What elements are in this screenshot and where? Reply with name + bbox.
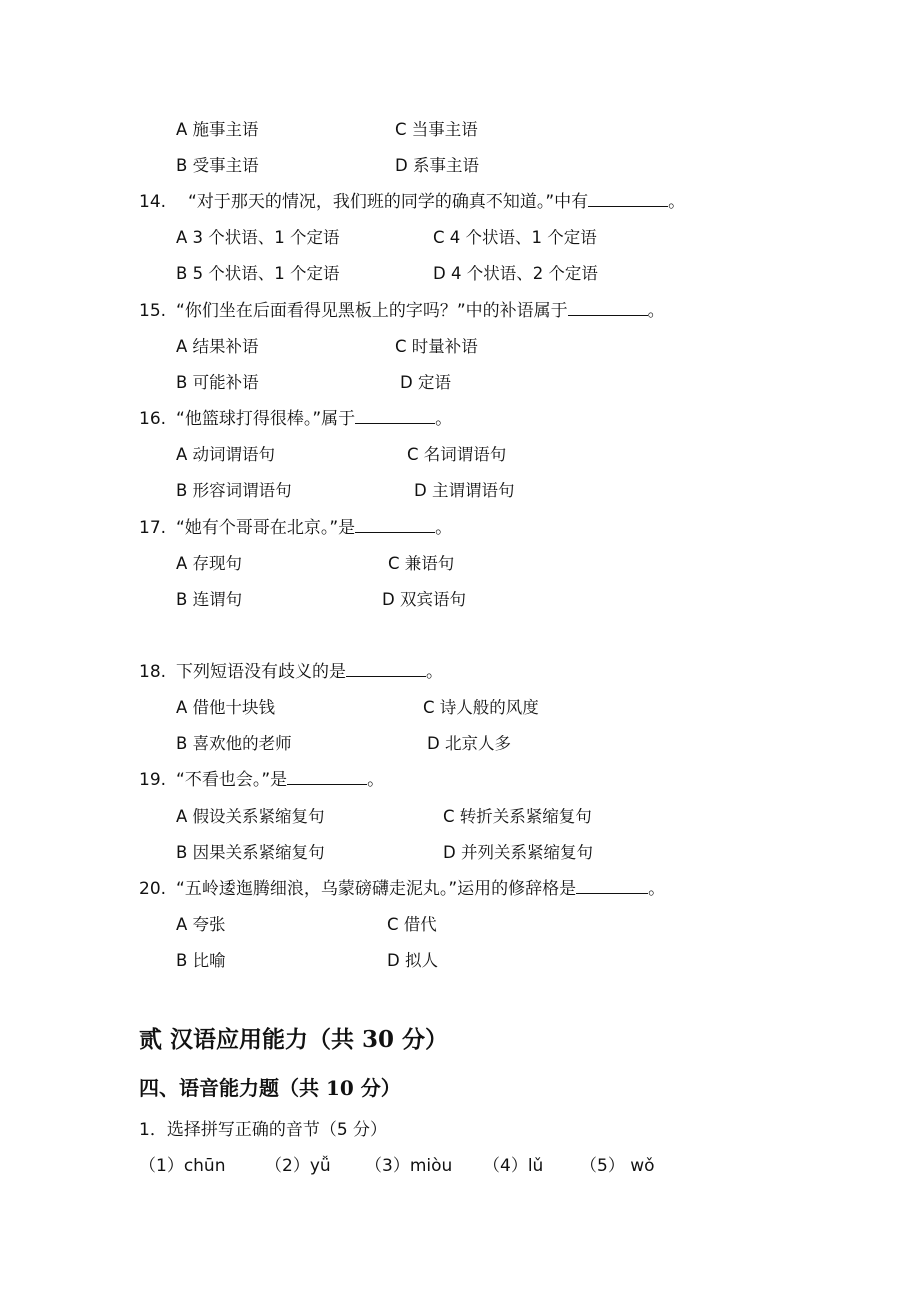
- question-17: 17. “她有个哥哥在北京。”是 。: [139, 518, 453, 538]
- q15-option-b: B 可能补语: [176, 373, 259, 392]
- question-number: 18.: [139, 662, 167, 682]
- q20-option-c: C 借代: [387, 915, 437, 934]
- question-number: 14.: [139, 192, 167, 212]
- q19-option-d: D 并列关系紧缩复句: [443, 843, 593, 862]
- q18-option-a: A 借他十块钱: [176, 698, 276, 717]
- pinyin-option-1: （1）chūn: [139, 1156, 226, 1176]
- answer-blank: [346, 661, 426, 677]
- question-stem: 下列短语没有歧义的是: [176, 662, 347, 682]
- answer-blank: [355, 408, 435, 424]
- q17-option-d: D 双宾语句: [382, 590, 466, 609]
- q18-option-c: C 诗人般的风度: [423, 698, 539, 717]
- answer-blank: [568, 300, 648, 316]
- q15-option-c: C 时量补语: [395, 337, 478, 356]
- q17-option-b: B 连谓句: [176, 590, 243, 609]
- question-stem: “不看也会。”是: [176, 770, 288, 790]
- q14-option-d: D 4 个状语、2 个定语: [433, 264, 598, 283]
- question-15: 15. “你们坐在后面看得见黑板上的字吗？”中的补语属于 。: [139, 301, 665, 321]
- answer-blank: [287, 769, 367, 785]
- q17-option-a: A 存现句: [176, 554, 243, 573]
- q13-option-d: D 系事主语: [395, 156, 479, 175]
- question-stem: “五岭逶迤腾细浪，乌蒙磅礴走泥丸。”运用的修辞格是: [176, 879, 577, 899]
- q14-option-a: A 3 个状语、1 个定语: [176, 228, 340, 247]
- q13-option-b: B 受事主语: [176, 156, 259, 175]
- pinyin-option-5: （5） wǒ: [580, 1156, 655, 1176]
- pinyin-option-3: （3）miòu: [365, 1156, 453, 1176]
- question-number: 15.: [139, 301, 167, 321]
- question-number: 17.: [139, 518, 167, 538]
- question-number: 19.: [139, 770, 167, 790]
- question-19: 19. “不看也会。”是 。: [139, 770, 385, 790]
- q20-option-d: D 拟人: [387, 951, 438, 970]
- question-number: 16.: [139, 409, 167, 429]
- question-number: 20.: [139, 879, 167, 899]
- section-title: 贰 汉语应用能力（共 30 分）: [139, 1026, 449, 1053]
- question-stem: “对于那天的情况，我们班的同学的确真不知道。”中有: [188, 192, 589, 212]
- subsection-title: 四、语音能力题（共 10 分）: [139, 1076, 401, 1100]
- question-stem: “你们坐在后面看得见黑板上的字吗？”中的补语属于: [176, 301, 568, 321]
- q14-option-c: C 4 个状语、1 个定语: [433, 228, 597, 247]
- question-14: 14. “对于那天的情况，我们班的同学的确真不知道。”中有 。: [139, 192, 686, 212]
- q18-option-b: B 喜欢他的老师: [176, 734, 292, 753]
- answer-blank: [355, 517, 435, 533]
- q14-option-b: B 5 个状语、1 个定语: [176, 264, 340, 283]
- q15-option-a: A 结果补语: [176, 337, 259, 356]
- q19-option-b: B 因果关系紧缩复句: [176, 843, 325, 862]
- q16-option-a: A 动词谓语句: [176, 445, 276, 464]
- pinyin-option-2: （2）yǚ: [265, 1156, 331, 1176]
- answer-blank: [576, 878, 648, 894]
- q17-option-c: C 兼语句: [388, 554, 455, 573]
- q13-option-a: A 施事主语: [176, 120, 259, 139]
- answer-blank: [588, 191, 668, 207]
- q13-option-c: C 当事主语: [395, 120, 478, 139]
- question-stem: “他篮球打得很棒。”属于: [176, 409, 356, 429]
- pinyin-option-4: （4）lǔ: [483, 1156, 544, 1176]
- q19-option-c: C 转折关系紧缩复句: [443, 807, 592, 826]
- question-stem: “她有个哥哥在北京。”是: [176, 518, 356, 538]
- q19-option-a: A 假设关系紧缩复句: [176, 807, 325, 826]
- q16-option-c: C 名词谓语句: [407, 445, 507, 464]
- question-20: 20. “五岭逶迤腾细浪，乌蒙磅礴走泥丸。”运用的修辞格是 。: [139, 879, 666, 899]
- q20-option-a: A 夸张: [176, 915, 226, 934]
- question-18: 18. 下列短语没有歧义的是 。: [139, 662, 444, 682]
- question-16: 16. “他篮球打得很棒。”属于 。: [139, 409, 453, 429]
- q15-option-d: D 定语: [400, 373, 451, 392]
- q20-option-b: B 比喻: [176, 951, 226, 970]
- q16-option-d: D 主谓谓语句: [414, 481, 515, 500]
- q16-option-b: B 形容词谓语句: [176, 481, 292, 500]
- item-1-instruction: 1．选择拼写正确的音节（5 分）: [139, 1120, 388, 1140]
- q18-option-d: D 北京人多: [427, 734, 511, 753]
